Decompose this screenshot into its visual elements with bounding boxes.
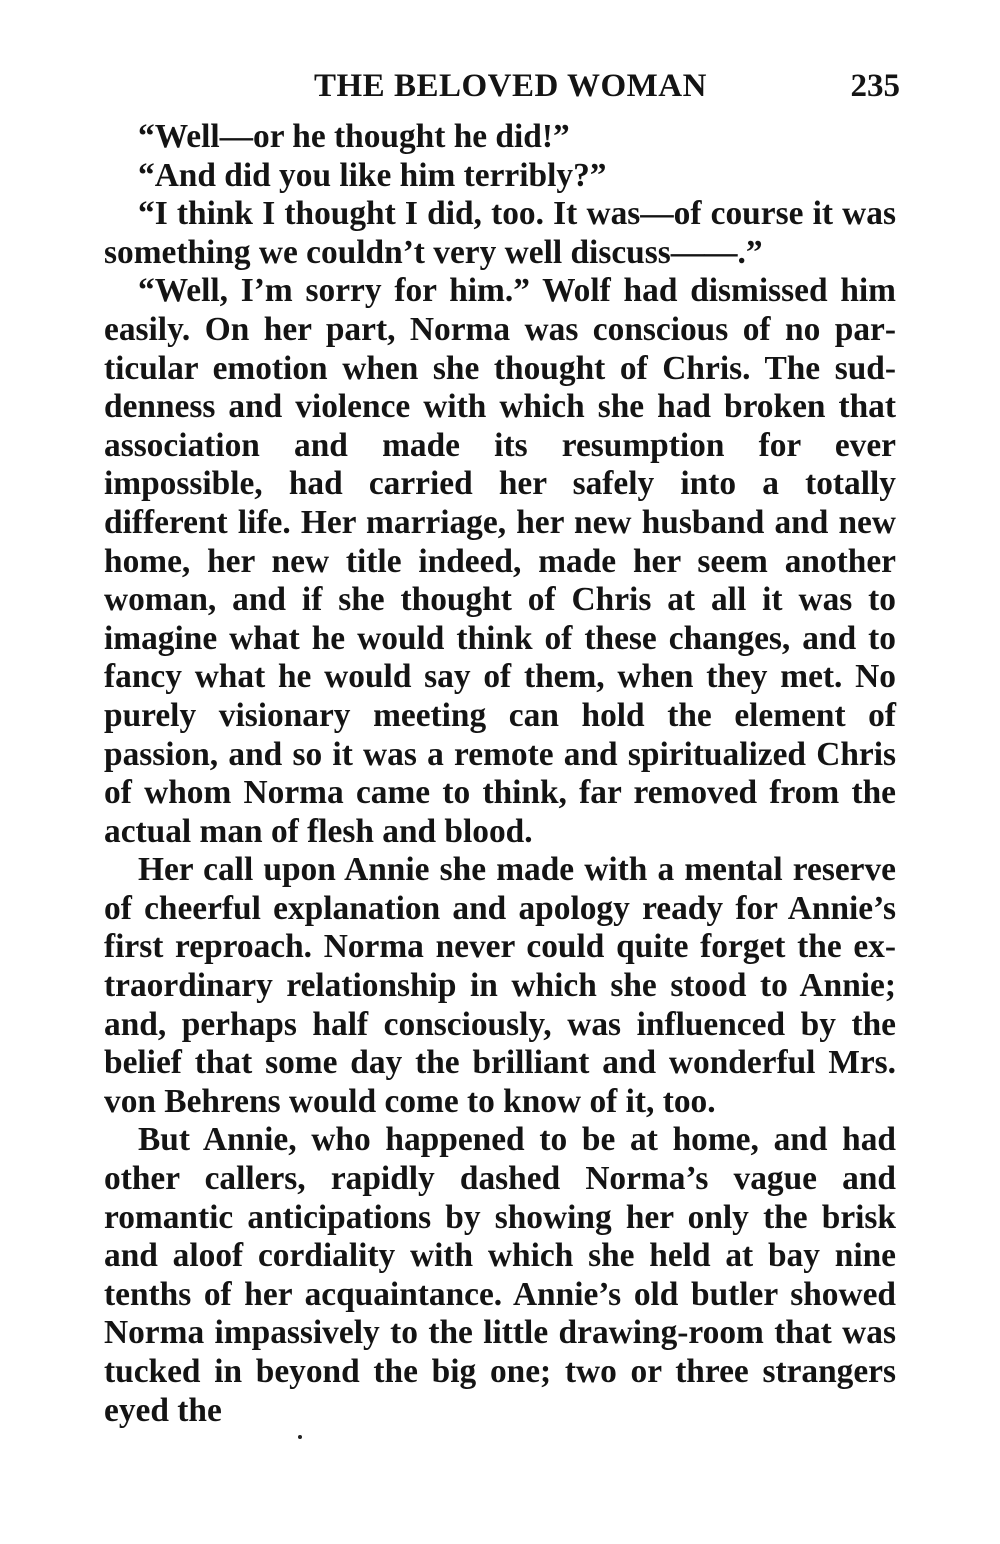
paragraph: Her call upon Annie she made with a mental reserve of cheerful explanation and apology ready for Annie’s first reproach. Norma never could quite forget the extraordinary relationship in which she stood to Annie; and, perhaps half consciously, was influenced by the belief that some day the brilliant and wonderful Mrs. von Behrens would come to know of it, too. [104,851,896,1120]
running-head [104,68,900,114]
paragraph: “And did you like him terribly?” [138,156,607,194]
running-title: THE BELOVED WOMAN [314,68,707,104]
paragraph: “Well—or he thought he did!” [138,118,570,155]
body-text [104,118,896,1430]
ink-speck [298,1435,302,1439]
paragraph: “Well, I’m sorry for him.” Wolf had dismissed him easily. On her part, Norma was conscious of no particular emotion when she thought of Chris. The suddenness and violence with which she had broken that association and made its resumption for ever impossible, had carried her safely into a totally different life. Her marriage, her new husband and new home, her new title indeed, made her seem another woman, and if she thought of Chris at all it was to imagine what he would think of these changes, and to fancy what he would say of them, when they met. No purely visionary meeting can hold the element of passion, and so it was a remote and spiritualized Chris of whom Norma came to think, far removed from the actual man of flesh and blood. [104,272,896,850]
paragraph: But Annie, who happened to be at home, and had other callers, rapidly dashed Norma’s vague and romantic anticipations by showing her only the brisk and aloof cordiality with which she held at bay nine tenths of her acquaintance. Annie’s old butler showed Norma impassively to the little drawing-room that was tucked in beyond the big one; two or three strangers eyed the [104,1121,896,1429]
page-number: 235 [850,68,900,104]
paragraph: “I think I thought I did, too. It was—of course it was something we couldn’t very well discuss——.” [104,195,896,271]
